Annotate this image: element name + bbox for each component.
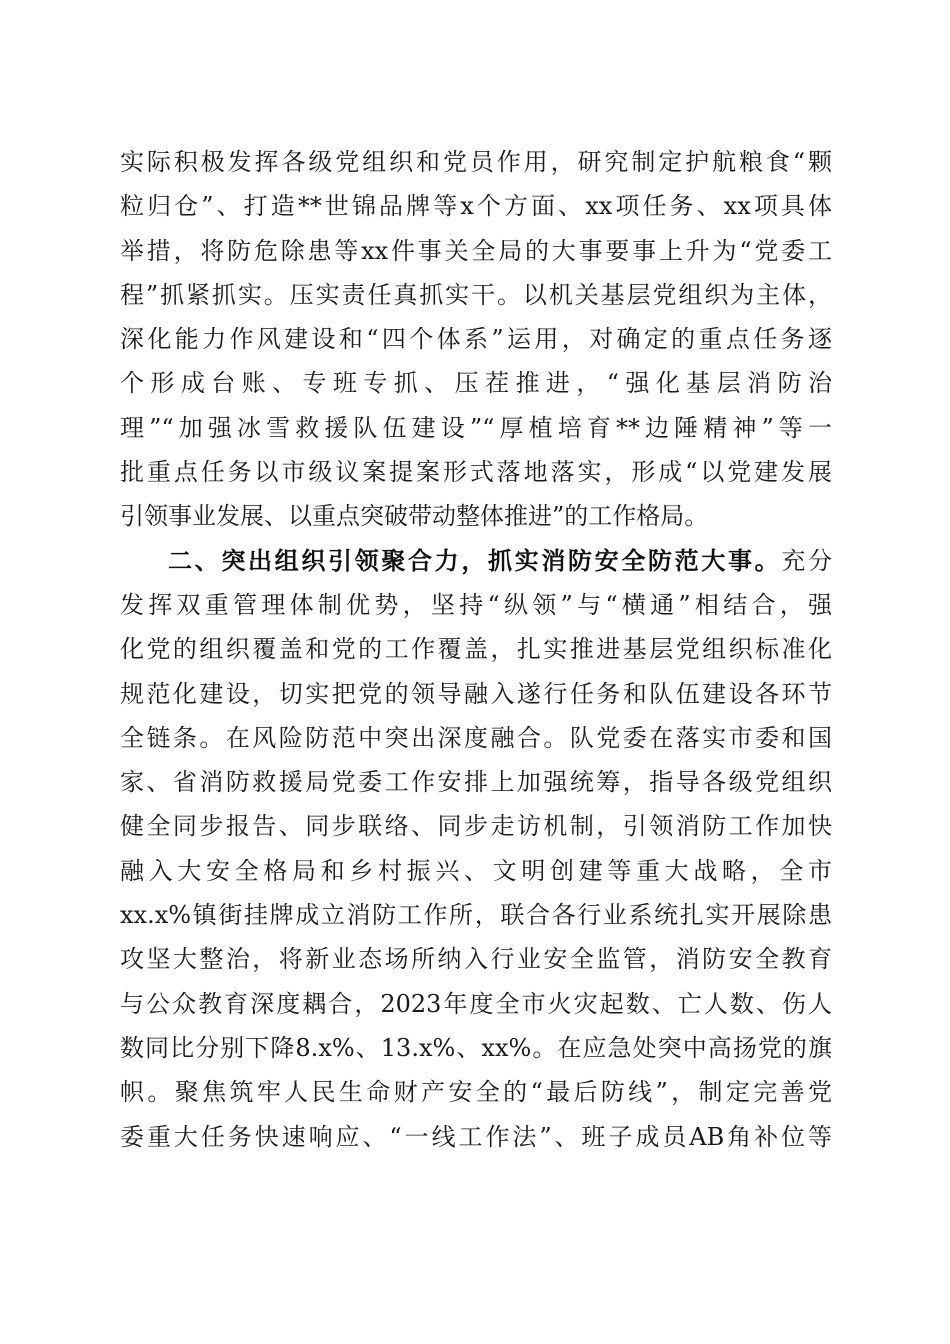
text-line: 理”“加强冰雪救援队伍建设”“厚植培育**边陲精神”等一 [120, 413, 832, 442]
text-line: 批重点任务以市级议案提案形式落地落实，形成“以党建发展 [120, 458, 832, 487]
text-line: 帜。聚焦筑牢人民生命财产安全的“最后防线”，制定完善党 [120, 1078, 832, 1107]
text-line: 家、省消防救援局党委工作安排上加强统筹，指导各级党组织 [120, 768, 832, 797]
text-line: 融入大安全格局和乡村振兴、文明创建等重大战略，全市 [120, 856, 832, 885]
text-line: xx.x%镇街挂牌成立消防工作所，联合各行业系统扎实开展除患 [120, 901, 832, 930]
text-line: 攻坚大整治，将新业态场所纳入行业安全监管，消防安全教育 [120, 945, 832, 974]
text-line: 程”抓紧抓实。压实责任真抓实干。以机关基层党组织为主体， [120, 280, 832, 309]
text-line: 委重大任务快速响应、“一线工作法”、班子成员AB角补位等 [120, 1122, 832, 1151]
text-line: 与公众教育深度耦合，2023年度全市火灾起数、亡人数、伤人 [120, 989, 832, 1018]
document-body [120, 140, 832, 1159]
section-heading-line [120, 539, 832, 583]
section-heading: 二、突出组织引领聚合力，抓实消防安全防范大事。 [168, 546, 782, 575]
text-line: 粒归仓”、打造**世锦品牌等x个方面、xx项任务、xx项具体 [120, 192, 832, 221]
text-line: 举措，将防危除患等xx件事关全局的大事要事上升为“党委工 [120, 236, 832, 265]
text-line: 深化能力作风建设和“四个体系”运用，对确定的重点任务逐 [120, 325, 832, 354]
text-line: 健全同步报告、同步联络、同步走访机制，引领消防工作加快 [120, 812, 832, 841]
text-line: 数同比分别下降8.x%、13.x%、xx%。在应急处突中高扬党的旗 [120, 1033, 832, 1062]
text-line: 发挥双重管理体制优势，坚持“纵领”与“横通”相结合，强 [120, 590, 832, 619]
text-line: 引领事业发展、以重点突破带动整体推进”的工作格局。 [120, 502, 709, 531]
text-line: 化党的组织覆盖和党的工作覆盖，扎实推进基层党组织标准化 [120, 635, 832, 664]
paragraph-2 [120, 539, 832, 1159]
text-span: 充分 [781, 546, 833, 575]
text-line: 全链条。在风险防范中突出深度融合。队党委在落实市委和国 [120, 723, 832, 752]
text-line: 个形成台账、专班专抓、压茬推进，“强化基层消防治 [120, 369, 832, 398]
text-line: 规范化建设，切实把党的领导融入遂行任务和队伍建设各环节 [120, 679, 832, 708]
text-line: 实际积极发挥各级党组织和党员作用，研究制定护航粮食“颗 [120, 148, 832, 176]
paragraph-1 [120, 140, 832, 539]
